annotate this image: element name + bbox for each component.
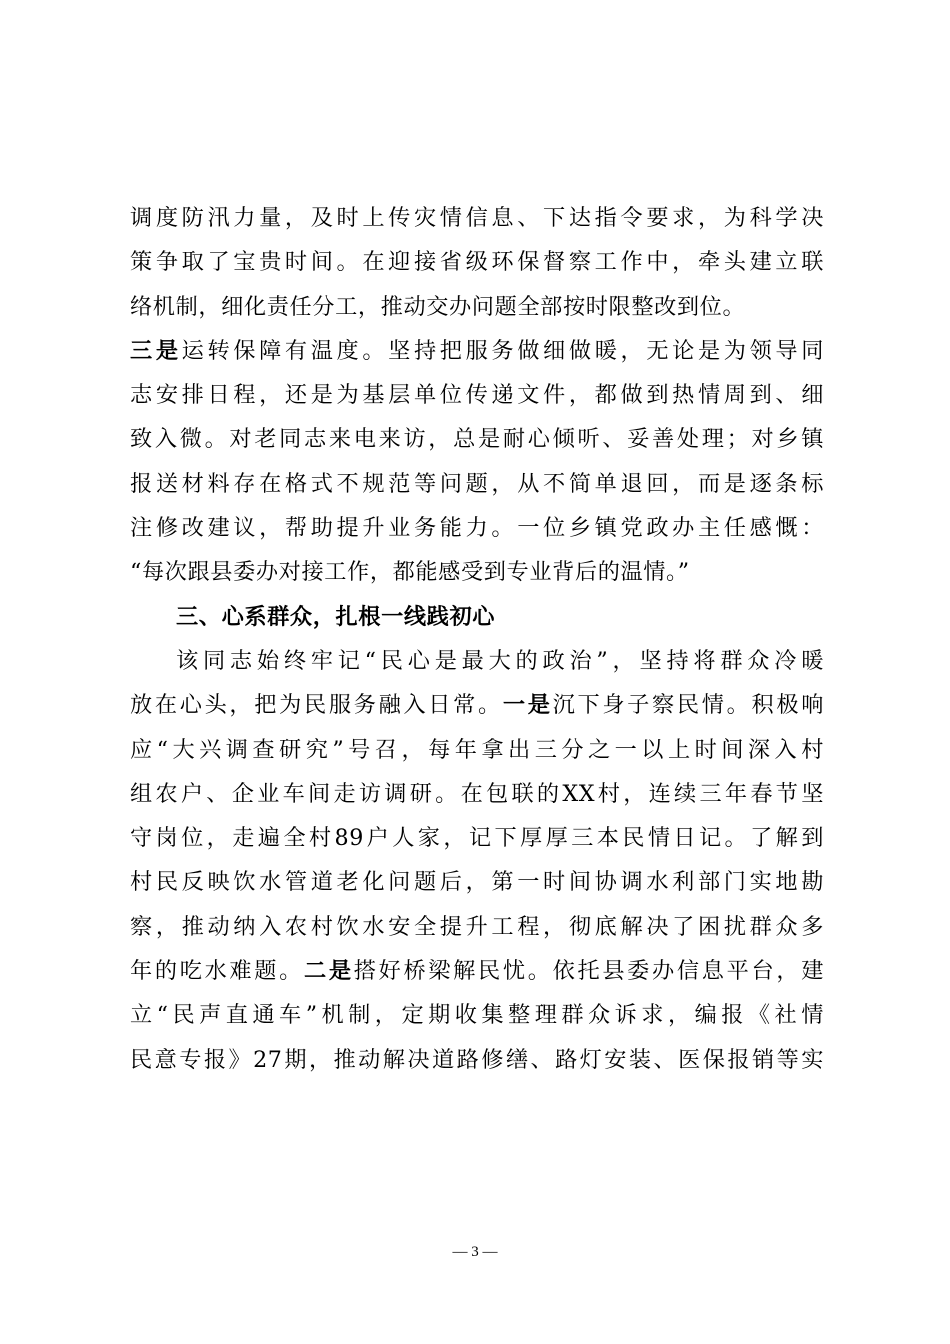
text-line: 察，推动纳入农村饮水安全提升工程，彻底解决了困扰群众多	[130, 913, 824, 940]
text-line: 策争取了宝贵时间。在迎接省级环保督察工作中，牵头建立联	[130, 249, 824, 276]
line-text: 沉下身子察民情。积极响	[552, 692, 824, 719]
text-line: 该同志始终牢记“民心是最大的政治”，坚持将群众冷暖	[176, 647, 824, 674]
text-line: 立“民声直通车”机制，定期收集整理群众诉求，编报《社情	[130, 1002, 824, 1029]
text-line: 志安排日程，还是为基层单位传递文件，都做到热情周到、细	[130, 382, 824, 409]
text-line: 应“大兴调查研究”号召，每年拿出三分之一以上时间深入村	[130, 736, 824, 763]
text-line: 民意专报》27期，推动解决道路修缮、路灯安装、医保报销等实	[130, 1046, 824, 1073]
text-line: 调度防汛力量，及时上传灾情信息、下达指令要求，为科学决	[130, 205, 824, 231]
line-text: 年的吃水难题。	[130, 958, 305, 985]
text-line: 守岗位，走遍全村89户人家，记下厚厚三本民情日记。了解到	[130, 825, 824, 852]
emphasis-label: 一是	[502, 692, 553, 719]
emphasis-label: 三是	[130, 337, 182, 364]
line-text: 放在心头，把为民服务融入日常。	[130, 692, 503, 719]
text-line: 村民反映饮水管道老化问题后，第一时间协调水利部门实地勘	[130, 869, 824, 896]
text-line: 络机制，细化责任分工，推动交办问题全部按时限整改到位。	[130, 293, 746, 320]
text-line: 致入微。对老同志来电来访，总是耐心倾听、妥善处理；对乡镇	[130, 426, 824, 453]
text-line: 组农户、企业车间走访调研。在包联的XX村，连续三年春节坚	[130, 780, 824, 807]
line-text: 搭好桥梁解民忧。依托县委办信息平台，建	[353, 958, 824, 985]
body-text	[130, 196, 824, 1082]
page-number: — 3 —	[452, 1244, 498, 1260]
text-line: 报送材料存在格式不规范等问题，从不简单退回，而是逐条标	[130, 470, 824, 497]
text-line	[130, 329, 824, 373]
text-line: “每次跟县委办对接工作，都能感受到专业背后的温情。”	[130, 559, 690, 586]
text-line: 注修改建议，帮助提升业务能力。一位乡镇党政办主任感慨：	[130, 515, 824, 542]
text-line	[130, 949, 824, 993]
section-heading: 三、心系群众，扎根一线践初心	[176, 603, 496, 630]
text-line	[130, 683, 824, 727]
emphasis-label: 二是	[304, 958, 354, 985]
line-text: 运转保障有温度。坚持把服务做细做暖，无论是为领导同	[181, 337, 825, 364]
